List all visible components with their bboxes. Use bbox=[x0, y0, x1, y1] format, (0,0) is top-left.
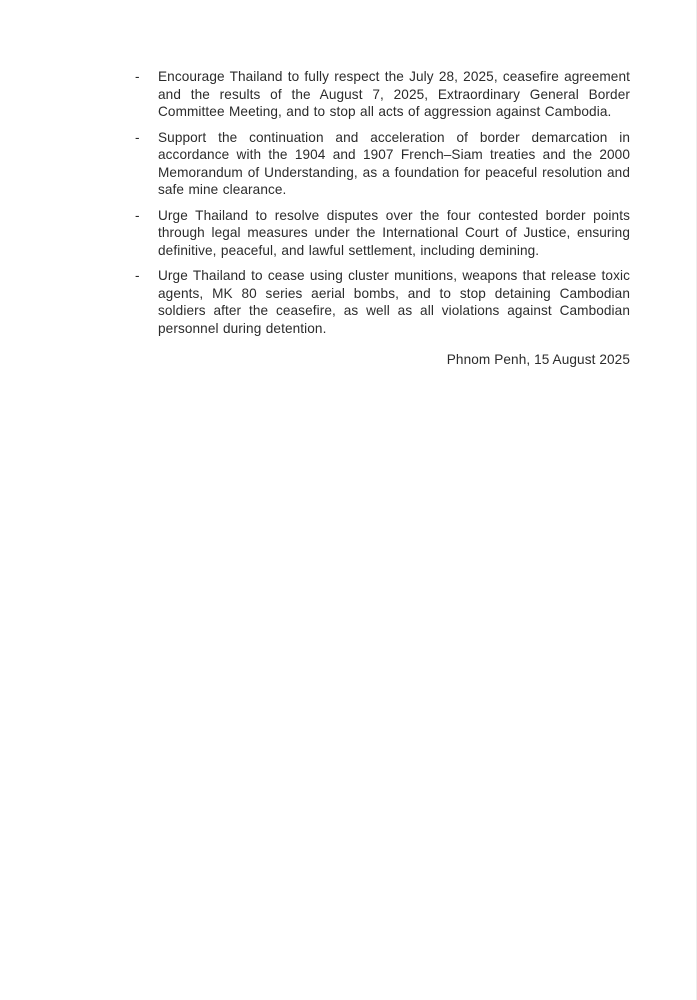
bullet-dash: - bbox=[135, 129, 140, 145]
bullet-dash: - bbox=[135, 69, 140, 84]
bullet-item bbox=[135, 68, 630, 121]
bullet-dash: - bbox=[135, 207, 140, 223]
date-line: Phnom Penh, 15 August 2025 bbox=[446, 352, 630, 367]
bullet-text: Urge Thailand to resolve disputes over the four contested border points through legal measures under the International Court of Justice, ensuring definitive, peaceful, and lawful settlement, including demining. bbox=[158, 207, 630, 258]
bullet-item bbox=[135, 129, 630, 199]
bullet-text: Support the continuation and acceleration of border demarcation in accordance with the 1904 and 1907 French–Siam treaties and the 2000 Memorandum of Understanding, as a foundation for peaceful resolution and safe mine clearance. bbox=[158, 129, 630, 197]
bullet-item bbox=[135, 267, 630, 337]
bullet-text: Encourage Thailand to fully respect the July 28, 2025, ceasefire agreement and the results of the August 7, 2025, Extraordinary General Border Committee Meeting, and to stop all acts of aggression against Cambodia. bbox=[158, 69, 630, 119]
document-body bbox=[135, 68, 630, 369]
bullet-text: Urge Thailand to cease using cluster munitions, weapons that release toxic agents, MK 80 series aerial bombs, and to stop detaining Cambodian soldiers after the ceasefire, as well as all violations against Cambodian personnel during detention. bbox=[158, 268, 630, 336]
bullet-dash: - bbox=[135, 268, 140, 283]
bullet-item bbox=[135, 207, 630, 260]
